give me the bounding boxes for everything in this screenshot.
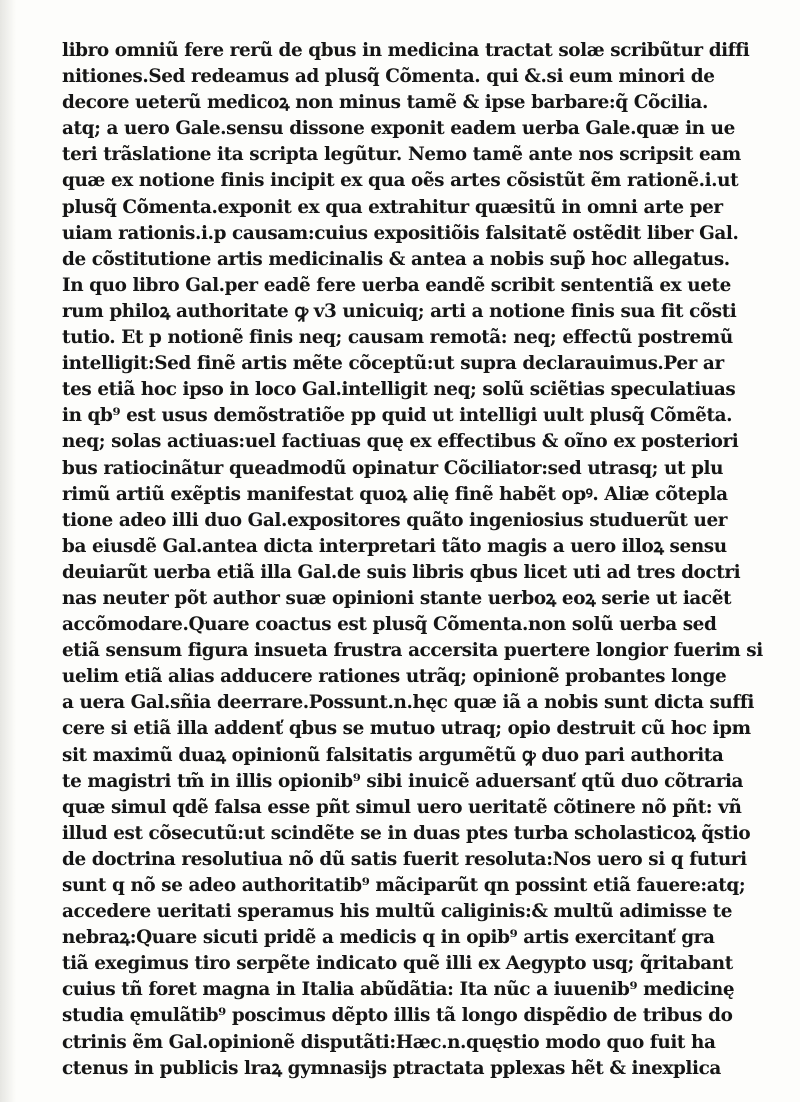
text-line-19: tione adeo illi duo Gal.expositores quãto ingeniosius studuerũt uer (62, 509, 728, 531)
text-line-2: nitiones.Sed redeamus ad plusq̃ Cõmenta. qui &.si eum minori de (62, 66, 715, 88)
text-line-32: de doctrina resolutiua nõ dũ satis fuerit resoluta:Nos uero si q futuri (62, 848, 747, 870)
text-line-31: illud est cõsecutũ:ut scindẽte se in duas ptes turba scholasticoꝝ q̃stio (62, 822, 751, 844)
page-edge-shadow (0, 0, 16, 1102)
text-line-1: libro omniũ fere rerũ de qbus in medicina tractat solæ scribũtur diffi (62, 40, 750, 61)
text-line-27: cere si etiã illa addenť qbus se mutuo utraq; opio destruit cũ hoc ipm (62, 718, 751, 740)
text-line-35: nebraꝝ:Quare sicuti pridẽ a medicis q in opib⁹ artis exercitanť gra (62, 927, 715, 949)
text-line-20: ba eiusdẽ Gal.antea dicta interpretari tãto magis a uero illoꝝ sensu (62, 535, 727, 557)
text-line-25: uelim etiã alias adducere rationes utrãq; opinionẽ probantes longe (62, 666, 727, 688)
text-line-39: ctrinis ẽm Gal.opinionẽ disputãti:Hæc.n.quęstio modo quo fuit ha (62, 1031, 716, 1053)
text-line-3: decore ueterũ medicoꝝ non minus tamẽ & ipse barbare:q̃ Cõcilia. (62, 92, 708, 114)
text-line-17: bus ratiocinãtur queadmodũ opinatur Cõciliator:sed utrasq; ut plu (62, 457, 724, 479)
text-line-34: accedere ueritati speramus his multũ caliginis:& multũ adimisse te (62, 901, 733, 923)
text-line-6: quæ ex notione finis incipit ex qua oẽs artes cõsistũt ẽm rationẽ.i.ut (62, 170, 739, 192)
text-line-10: In quo libro Gal.per eadẽ fere uerba eandẽ scribit sententiã ex uete (62, 274, 731, 296)
text-line-7: plusq̃ Cõmenta.exponit ex qua extrahitur quæsitũ in omni arte per (62, 196, 723, 218)
text-line-21: deuiarũt uerba etiã illa Gal.de suis libris qbus licet uti ad tres doctri (62, 561, 741, 583)
text-line-30: quæ simul qdẽ falsa esse pñt simul uero ueritatẽ cõtinere nõ pñt: vñ (62, 796, 742, 818)
text-line-16: neq; solas actiuas:uel factiuas quę ex effectibus & oĩno ex posteriori (62, 431, 739, 453)
text-line-8: uiam rationis.i.p causam:cuius expositiõis falsitatẽ ostẽdit liber Gal. (62, 222, 739, 244)
text-line-12: tutio. Et p notionẽ finis neq; causam remotã: neq; effectũ postremũ (62, 327, 733, 349)
text-line-33: sunt q nõ se adeo authoritatib⁹ mãciparũt qn possint etiã fauere:atq; (62, 875, 746, 896)
text-line-36: tiã exegimus tiro serpẽte indicato quẽ illi ex Aegypto usq; q̃ritabant (62, 953, 733, 975)
text-line-14: tes etiã hoc ipso in loco Gal.intelligit neq; solũ sciẽtias speculatiuas (62, 379, 736, 401)
text-line-5: teri trãslatione ita scripta legũtur. Nemo tamẽ ante nos scripsit eam (62, 144, 741, 166)
text-line-28: sit maximũ duaꝝ opinionũ falsitatis argumẽtũ ꝙ duo pari authorita (62, 744, 724, 766)
text-line-9: de cõstitutione artis medicinalis & antea a nobis sup̃ hoc allegatus. (62, 248, 730, 270)
text-line-37: cuius tñ foret magna in Italia abũdãtia: Ita nũc a iuuenib⁹ medicinę (62, 979, 735, 1001)
text-line-38: studia ęmulãtib⁹ poscimus dẽpto illis tã longo dispẽdio de tribus do (62, 1005, 733, 1027)
text-line-13: intelligit:Sed finẽ artis mẽte cõceptũ:ut supra declarauimus.Per ar (62, 353, 724, 375)
text-line-29: te magistri tm̃ in illis opionib⁹ sibi inuicẽ aduersanť qtũ duo cõtraria (62, 770, 744, 792)
text-line-11: rum philoꝝ authoritate ꝙ v3 unicuiq; arti a notione finis sua fit cõsti (62, 300, 737, 322)
text-line-15: in qb⁹ est usus demõstratiõe pp quid ut intelligi uult plusq̃ Cõmẽta. (62, 405, 733, 427)
text-line-4: atq; a uero Gale.sensu dissone exponit eadem uerba Gale.quæ in ue (62, 118, 735, 140)
body-text (62, 38, 763, 1082)
text-line-22: nas neuter põt author suæ opinioni stante uerboꝝ eoꝝ serie ut iacẽt (62, 587, 732, 609)
text-line-23: accõmodare.Quare coactus est plusq̃ Cõmenta.non solũ uerba sed (62, 614, 717, 636)
text-line-26: a uera Gal.sñia deerrare.Possunt.n.hęc quæ iã a nobis sunt dicta suffi (62, 692, 754, 714)
text-line-18: rimũ artiũ exẽptis manifestat quoꝝ alię finẽ habẽt opꝰ. Aliæ cõtepla (62, 483, 728, 505)
text-line-40: ctenus in publicis lraꝝ gymnasijs ptractata pplexas hẽt & inexplica (62, 1057, 721, 1079)
text-line-24: etiã sensum figura insueta frustra accersita puertere longior fuerim si (62, 640, 763, 662)
